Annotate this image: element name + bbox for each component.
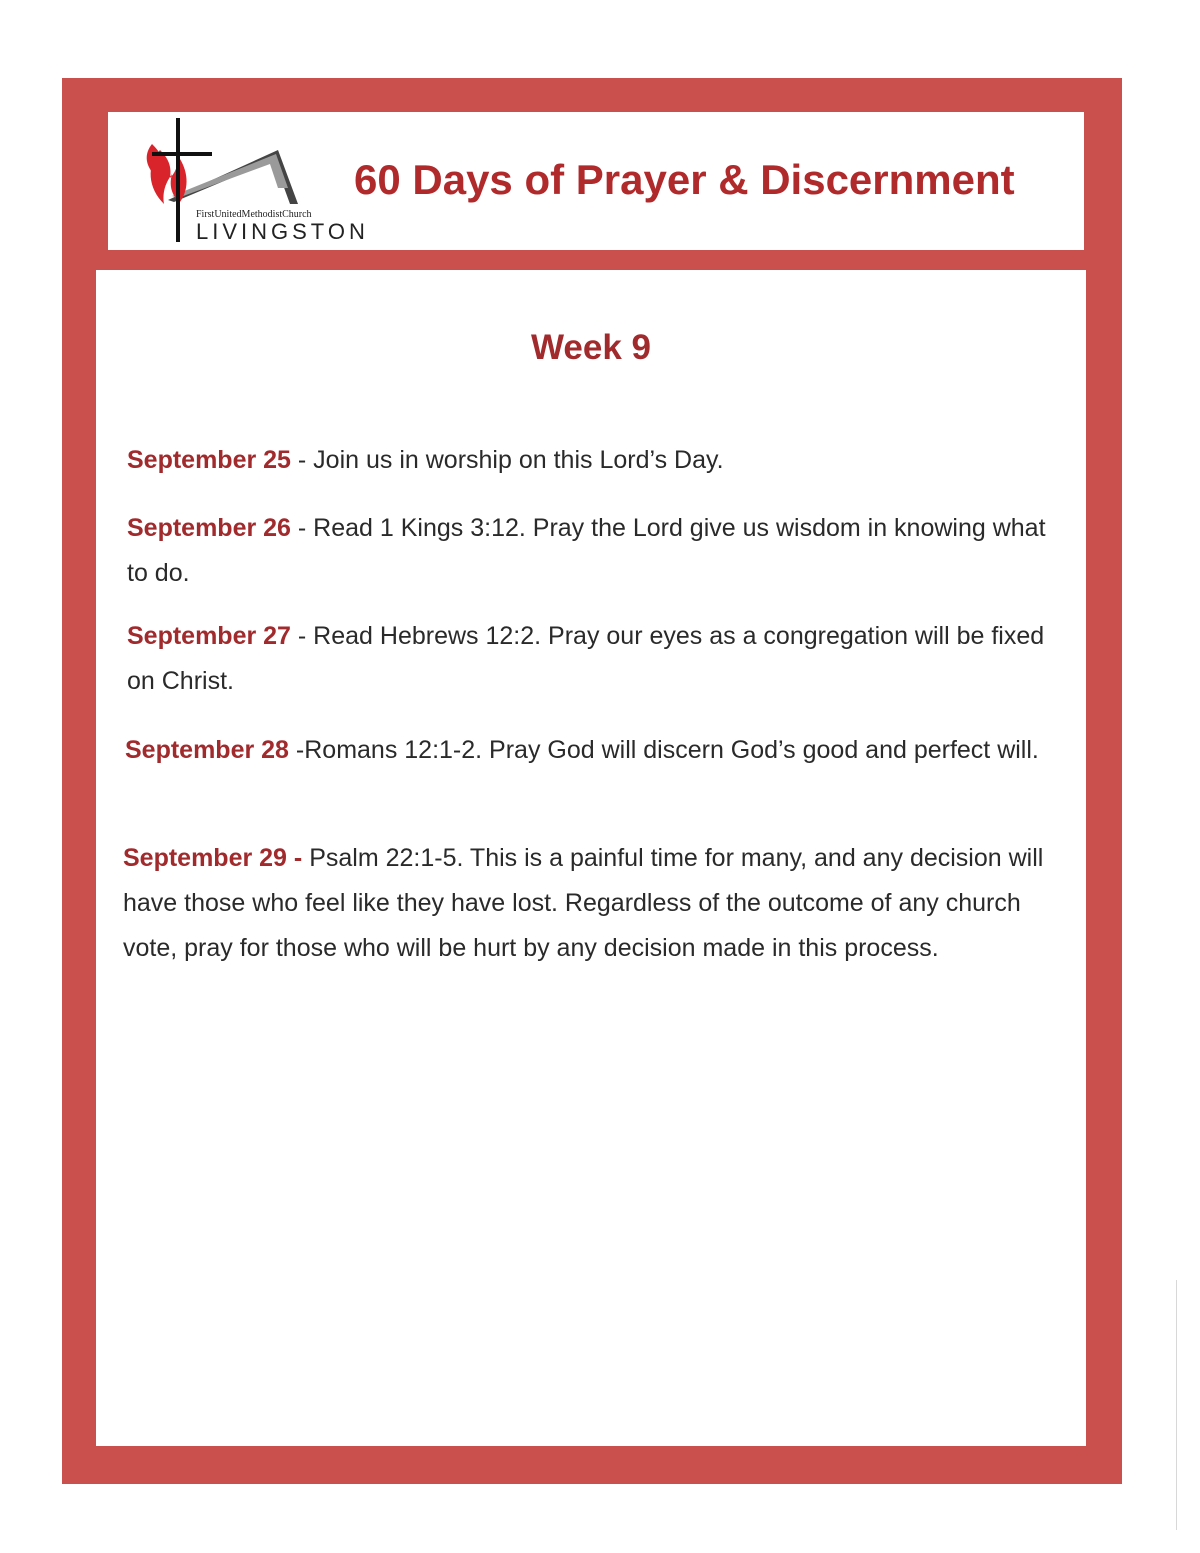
week-heading: Week 9 xyxy=(531,328,651,367)
prayer-entry xyxy=(125,728,1055,773)
entry-date: September 29 - xyxy=(123,844,303,872)
entry-date: September 26 xyxy=(127,514,291,542)
page-title: 60 Days of Prayer & Discernment xyxy=(354,156,1015,203)
entry-text: - Read 1 Kings 3:12. Pray the Lord give us wisdom in knowing what to do. xyxy=(127,514,1046,587)
prayer-entry xyxy=(127,506,1057,596)
prayer-entry xyxy=(127,438,1057,483)
cross-and-flame-icon xyxy=(138,116,369,244)
entry-text: -Romans 12:1-2. Pray God will discern God’s good and perfect will. xyxy=(288,736,1039,764)
entry-text: - Read Hebrews 12:2. Pray our eyes as a congregation will be fixed on Christ. xyxy=(127,622,1045,695)
prayer-entry xyxy=(123,836,1063,971)
logo-line2: LIVINGSTON xyxy=(196,219,369,244)
logo-line1: FirstUnitedMethodistChurch xyxy=(196,209,312,220)
entry-date: September 27 xyxy=(127,622,291,650)
church-logo xyxy=(138,116,369,244)
entry-date: September 25 xyxy=(127,446,291,474)
entry-date: September 28 xyxy=(125,736,289,764)
entry-text: - Join us in worship on this Lord’s Day. xyxy=(290,446,724,474)
entry-text: Psalm 22:1-5. This is a painful time for many, and any decision will have those who feel like they have lost. Regardless of the outcome of any church vote, pray for those who will be hurt by any decision made in this process. xyxy=(123,844,1044,962)
scan-artifact-line xyxy=(1176,1280,1177,1530)
prayer-entry xyxy=(127,614,1057,704)
